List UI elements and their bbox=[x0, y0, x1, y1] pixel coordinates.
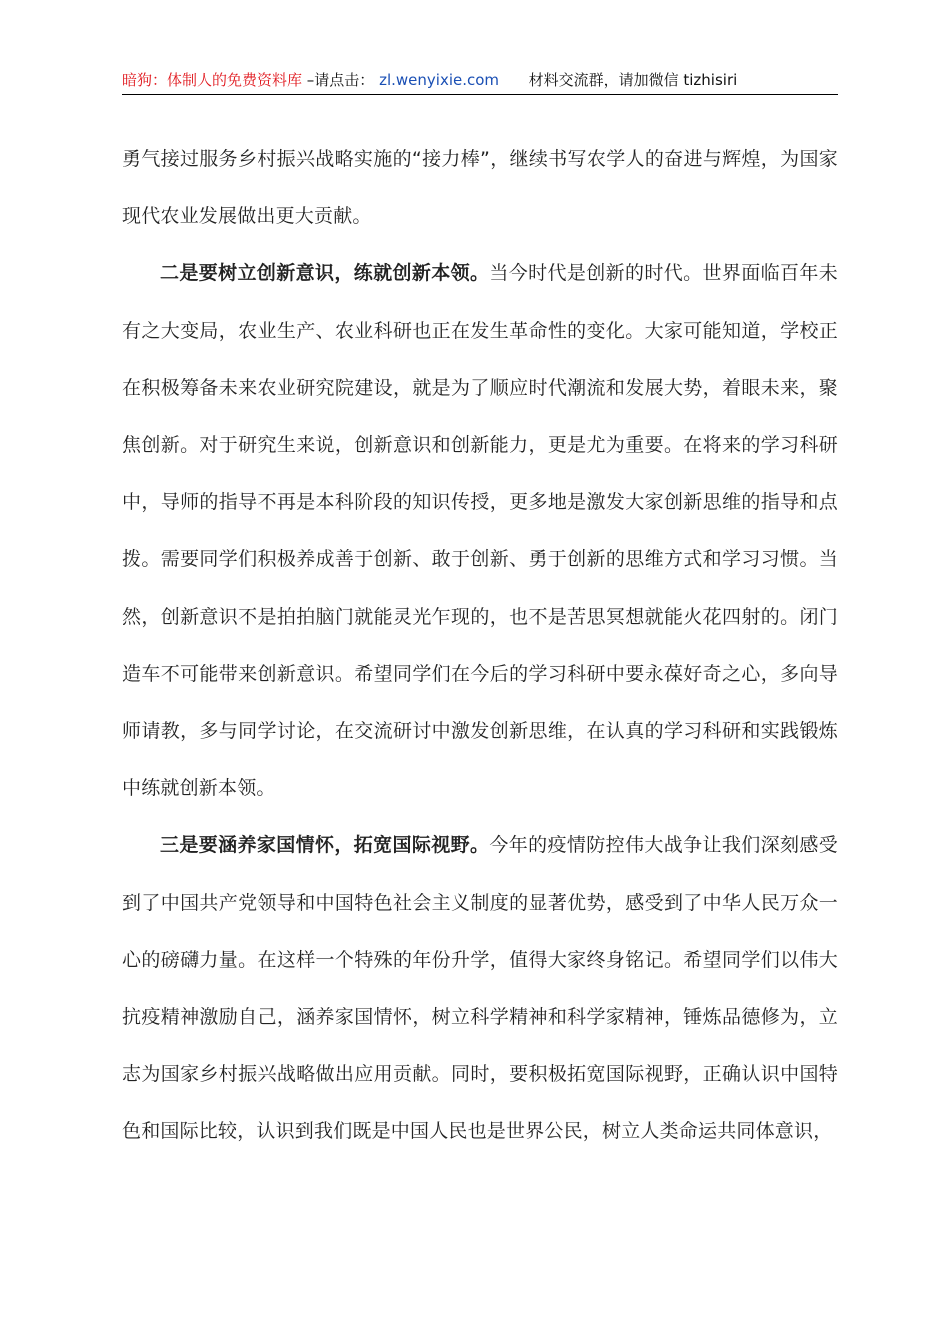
header-link[interactable]: zl.wenyixie.com bbox=[379, 71, 500, 89]
document-body bbox=[122, 131, 838, 1161]
paragraph-innovation bbox=[122, 245, 838, 817]
header-contact: 材料交流群，请加微信 tizhisiri bbox=[528, 71, 738, 89]
paragraph-text: 勇气接过服务乡村振兴战略实施的“接力棒”，继续书写农学人的奋进与辉煌，为国家现代农业发展做出更大贡献。 bbox=[122, 148, 838, 228]
paragraph-heading: 二是要树立创新意识，练就创新本领。 bbox=[160, 262, 490, 285]
header-brand: 暗狗：体制人的免费资料库 bbox=[122, 71, 303, 89]
paragraph-heading: 三是要涵养家国情怀，拓宽国际视野。 bbox=[160, 834, 490, 857]
paragraph-continuation bbox=[122, 131, 838, 245]
header-prompt: –请点击： bbox=[306, 71, 375, 89]
page-header bbox=[122, 70, 838, 95]
paragraph-patriotism bbox=[122, 817, 838, 1160]
paragraph-text: 今年的疫情防控伟大战争让我们深刻感受到了中国共产党领导和中国特色社会主义制度的显著优势，感受到了中华人民万众一心的磅礴力量。在这样一个特殊的年份升学，值得大家终身铭记。希望同学们以伟大抗疫精神激励自己，涵养家国情怀，树立科学精神和科学家精神，锤炼品德修为，立志为国家乡村振兴战略做出应用贡献。同时，要积极拓宽国际视野，正确认识中国特色和国际比较，认识到我们既是中国人民也是世界公民，树立人类命运共同体意识， bbox=[122, 834, 838, 1143]
paragraph-text: 当今时代是创新的时代。世界面临百年未有之大变局，农业生产、农业科研也正在发生革命性的变化。大家可能知道，学校正在积极筹备未来农业研究院建设，就是为了顺应时代潮流和发展大势，着眼未来，聚焦创新。对于研究生来说，创新意识和创新能力，更是尤为重要。在将来的学习科研中，导师的指导不再是本科阶段的知识传授，更多地是激发大家创新思维的指导和点拨。需要同学们积极养成善于创新、敢于创新、勇于创新的思维方式和学习习惯。当然，创新意识不是拍拍脑门就能灵光乍现的，也不是苦思冥想就能火花四射的。闭门造车不可能带来创新意识。希望同学们在今后的学习科研中要永葆好奇之心，多向导师请教，多与同学讨论，在交流研讨中激发创新思维，在认真的学习科研和实践锻炼中练就创新本领。 bbox=[122, 262, 838, 800]
